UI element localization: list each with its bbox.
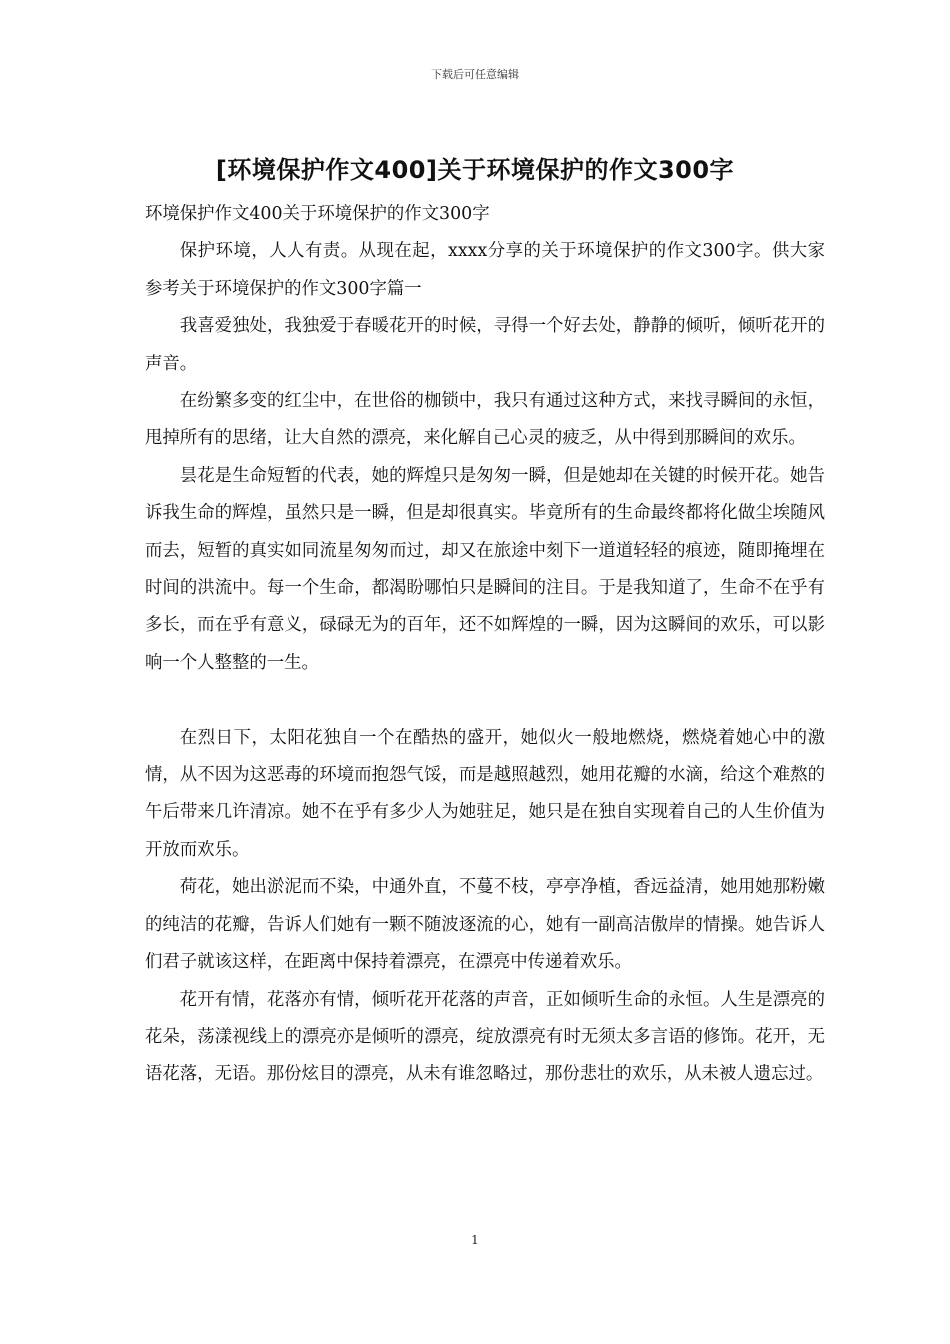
header-note: 下载后可任意编辑 (431, 68, 519, 81)
blank-line (145, 682, 825, 719)
paragraph-2: 在纷繁多变的红尘中，在世俗的枷锁中，我只有通过这种方式，来找寻瞬间的永恒，甩掉所有的思绪，让大自然的漂亮，来化解自己心灵的疲乏，从中得到那瞬间的欢乐。 (145, 391, 825, 449)
paragraph-1: 我喜爱独处，我独爱于春暖花开的时候，寻得一个好去处，静静的倾听，倾听花开的声音。 (145, 316, 825, 374)
paragraph-4: 在烈日下，太阳花独自一个在酷热的盛开，她似火一般地燃烧，燃烧着她心中的激情，从不因为这恶毒的环境而抱怨气馁，而是越照越烈，她用花瓣的水滴，给这个难熬的午后带来几许清凉。她不在乎有多少人为她驻足，她只是在独自实现着自己的人生价值为开放而欢乐。 (145, 727, 825, 860)
document-title: [环境保护作文400]关于环境保护的作文300字 (215, 156, 735, 184)
paragraph-3: 昙花是生命短暂的代表，她的辉煌只是匆匆一瞬，但是她却在关键的时候开花。她告诉我生命的辉煌，虽然只是一瞬，但是却很真实。毕竟所有的生命最终都将化做尘埃随风而去，短暂的真实如同流星匆匆而过，却又在旅途中刻下一道道轻轻的痕迹，随即掩埋在时间的洪流中。每一个生命，都渴盼哪怕只是瞬间的注目。于是我知道了，生命不在乎有多长，而在乎有意义，碌碌无为的百年，还不如辉煌的一瞬，因为这瞬间的欢乐，可以影响一个人整整的一生。 (145, 465, 825, 673)
page-number: 1 (471, 1233, 479, 1247)
subtitle-line: 环境保护作文400关于环境保护的作文300字 (145, 204, 490, 224)
paragraph-5: 荷花，她出淤泥而不染，中通外直，不蔓不枝，亭亭净植，香远益清，她用她那粉嫩的纯洁的花瓣，告诉人们她有一颗不随波逐流的心，她有一副高洁傲岸的情操。她告诉人们君子就该这样，在距离中保持着漂亮，在漂亮中传递着欢乐。 (145, 877, 825, 973)
document-body (145, 196, 825, 1094)
paragraph-6: 花开有情，花落亦有情，倾听花开花落的声音，正如倾听生命的永恒。人生是漂亮的花朵，荡漾视线上的漂亮亦是倾听的漂亮，绽放漂亮有时无须太多言语的修饰。花开，无语花落，无语。那份炫目的漂亮，从未有谁忽略过，那份悲壮的欢乐，从未被人遗忘过。 (145, 989, 825, 1085)
paragraph-intro: 保护环境，人人有责。从现在起，xxxx分享的关于环境保护的作文300字。供大家参考关于环境保护的作文300字篇一 (145, 241, 825, 299)
